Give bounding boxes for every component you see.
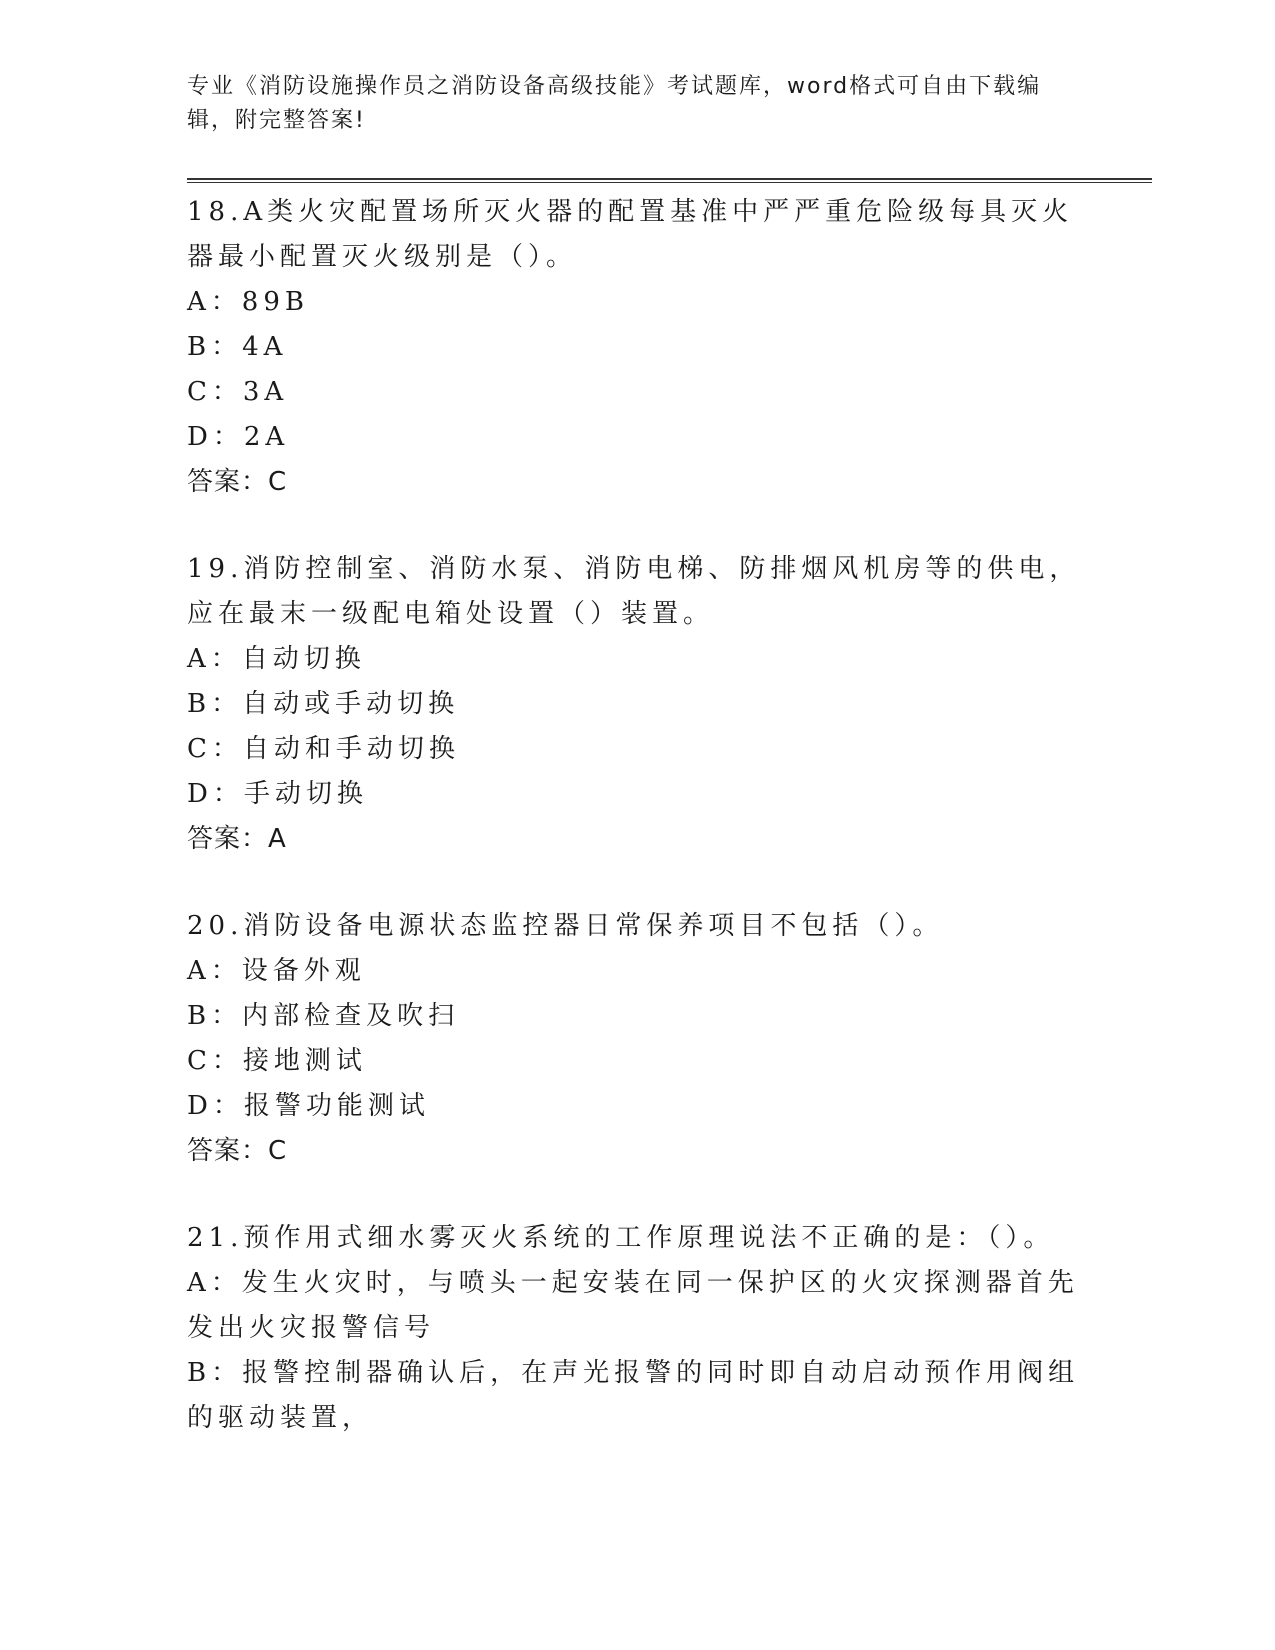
answer-line: 答案：A <box>187 824 287 854</box>
question-19 <box>187 547 1087 862</box>
option-b: B：报警控制器确认后，在声光报警的同时即自动启动预作用阀组的驱动装置， <box>187 1358 1080 1433</box>
option-d: D：报警功能测试 <box>187 1091 430 1121</box>
question-20 <box>187 904 1087 1174</box>
option-a: A：设备外观 <box>187 956 366 986</box>
question-stem: 18.A类火灾配置场所灭火器的配置基准中严严重危险级每具灭火器最小配置灭火级别是（）。 <box>187 197 1074 272</box>
header-divider-thick <box>187 178 1152 180</box>
option-a: A：89B <box>187 287 309 317</box>
answer-line: 答案：C <box>187 467 288 497</box>
answer-line: 答案：C <box>187 1136 288 1166</box>
option-b: B：4A <box>187 332 288 362</box>
question-21 <box>187 1216 1087 1441</box>
option-c: C：自动和手动切换 <box>187 734 460 764</box>
question-list <box>187 190 1087 1483</box>
option-a: A：发生火灾时，与喷头一起安装在同一保护区的火灾探测器首先发出火灾报警信号 <box>187 1268 1079 1343</box>
question-stem: 21.预作用式细水雾灭火系统的工作原理说法不正确的是：（）。 <box>187 1223 1055 1253</box>
option-c: C：接地测试 <box>187 1046 367 1076</box>
question-18 <box>187 190 1087 505</box>
option-a: A：自动切换 <box>187 644 366 674</box>
option-b: B：自动或手动切换 <box>187 689 460 719</box>
question-stem: 19.消防控制室、消防水泵、消防电梯、防排烟风机房等的供电，应在最末一级配电箱处设置（）装置。 <box>187 554 1081 629</box>
option-d: D：手动切换 <box>187 779 368 809</box>
question-stem: 20.消防设备电源状态监控器日常保养项目不包括（）。 <box>187 911 944 941</box>
option-c: C：3A <box>187 377 289 407</box>
header-divider-thin <box>187 182 1152 183</box>
option-d: D：2A <box>187 422 290 452</box>
option-b: B：内部检查及吹扫 <box>187 1001 460 1031</box>
document-header: 专业《消防设施操作员之消防设备高级技能》考试题库，word格式可自由下载编辑，附完整答案! <box>187 74 1042 133</box>
